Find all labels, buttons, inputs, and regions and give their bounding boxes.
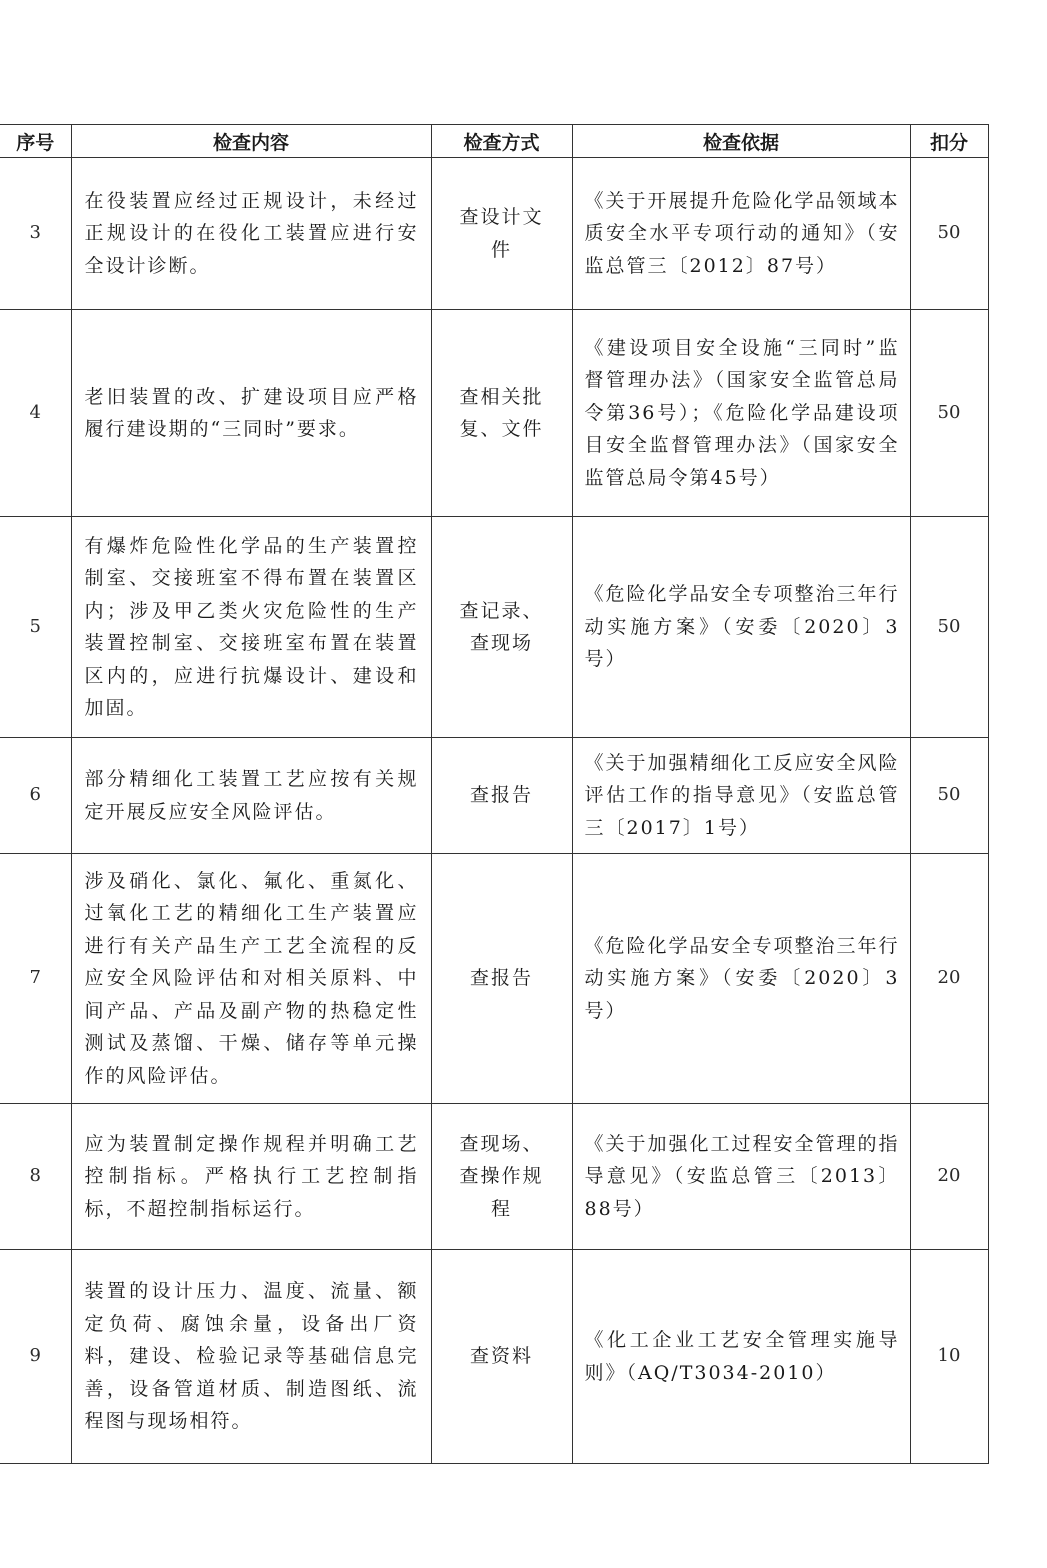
table-row (0, 310, 988, 517)
row-no: 8 (0, 1104, 71, 1250)
row-content: 装置的设计压力、温度、流量、额定负荷、腐蚀余量，设备出厂资料，建设、检验记录等基础信息完善，设备管道材质、制造图纸、流程图与现场相符。 (71, 1250, 431, 1464)
header-basis: 检查依据 (572, 125, 910, 158)
row-method: 查资料 (431, 1250, 572, 1464)
table-row (0, 517, 988, 738)
row-content: 有爆炸危险性化学品的生产装置控制室、交接班室不得布置在装置区内；涉及甲乙类火灾危险性的生产装置控制室、交接班室布置在装置区内的，应进行抗爆设计、建设和加固。 (71, 517, 431, 738)
row-score: 20 (910, 854, 988, 1104)
row-method: 查相关批复、文件 (431, 310, 572, 517)
row-basis: 《关于加强精细化工反应安全风险评估工作的指导意见》（安监总管三〔2017〕1号） (572, 738, 910, 854)
row-no: 7 (0, 854, 71, 1104)
row-method: 查报告 (431, 854, 572, 1104)
row-no: 9 (0, 1250, 71, 1464)
row-score: 10 (910, 1250, 988, 1464)
row-method: 查报告 (431, 738, 572, 854)
header-content: 检查内容 (71, 125, 431, 158)
row-method: 查记录、查现场 (431, 517, 572, 738)
row-no: 5 (0, 517, 71, 738)
row-no: 3 (0, 158, 71, 310)
row-content: 应为装置制定操作规程并明确工艺控制指标。严格执行工艺控制指标，不超控制指标运行。 (71, 1104, 431, 1250)
table-row (0, 158, 988, 310)
inspection-table (0, 124, 989, 1464)
row-basis: 《化工企业工艺安全管理实施导则》（AQ/T3034-2010） (572, 1250, 910, 1464)
row-method: 查现场、查操作规程 (431, 1104, 572, 1250)
row-no: 4 (0, 310, 71, 517)
row-content: 在役装置应经过正规设计，未经过正规设计的在役化工装置应进行安全设计诊断。 (71, 158, 431, 310)
row-method: 查设计文件 (431, 158, 572, 310)
inspection-table-container (0, 124, 988, 1464)
header-no: 序号 (0, 125, 71, 158)
table-row (0, 854, 988, 1104)
row-score: 50 (910, 738, 988, 854)
header-score: 扣分 (910, 125, 988, 158)
row-content: 涉及硝化、氯化、氟化、重氮化、过氧化工艺的精细化工生产装置应进行有关产品生产工艺全流程的反应安全风险评估和对相关原料、中间产品、产品及副产物的热稳定性测试及蒸馏、干燥、储存等单元操作的风险评估。 (71, 854, 431, 1104)
row-basis: 《危险化学品安全专项整治三年行动实施方案》（安委〔2020〕3号） (572, 517, 910, 738)
row-score: 20 (910, 1104, 988, 1250)
table-row (0, 738, 988, 854)
row-no: 6 (0, 738, 71, 854)
table-header-row (0, 125, 988, 158)
row-content: 部分精细化工装置工艺应按有关规定开展反应安全风险评估。 (71, 738, 431, 854)
row-content: 老旧装置的改、扩建设项目应严格履行建设期的“三同时”要求。 (71, 310, 431, 517)
table-row (0, 1104, 988, 1250)
row-basis: 《关于开展提升危险化学品领域本质安全水平专项行动的通知》（安监总管三〔2012〕87号） (572, 158, 910, 310)
row-score: 50 (910, 310, 988, 517)
header-method: 检查方式 (431, 125, 572, 158)
row-basis: 《关于加强化工过程安全管理的指导意见》（安监总管三〔2013〕88号） (572, 1104, 910, 1250)
row-score: 50 (910, 517, 988, 738)
row-basis: 《建设项目安全设施“三同时”监督管理办法》（国家安全监管总局令第36号）；《危险化学品建设项目安全监督管理办法》（国家安全监管总局令第45号） (572, 310, 910, 517)
row-basis: 《危险化学品安全专项整治三年行动实施方案》（安委〔2020〕3号） (572, 854, 910, 1104)
table-row (0, 1250, 988, 1464)
row-score: 50 (910, 158, 988, 310)
